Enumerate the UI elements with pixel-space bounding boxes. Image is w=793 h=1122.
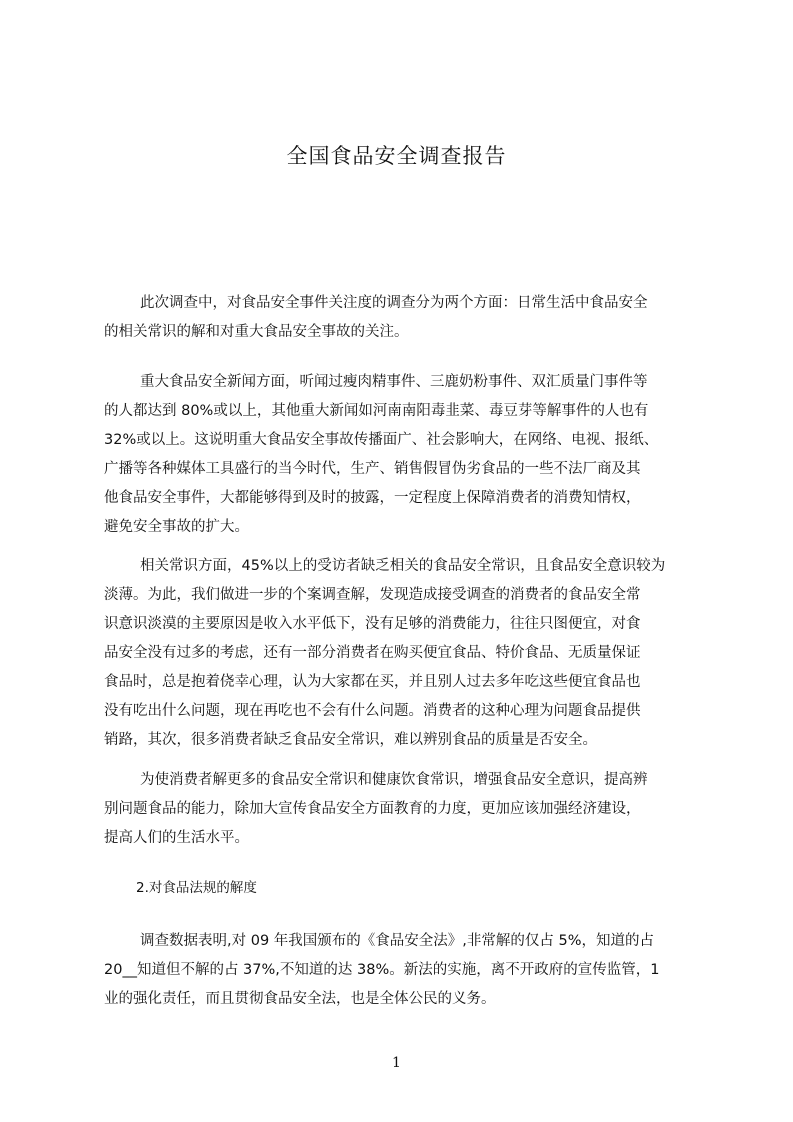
paragraph-law-awareness: [104, 927, 704, 1014]
paragraph-recommendation: [104, 766, 704, 853]
text-line: 相关常识方面，45%以上的受访者缺乏相关的食品安全常识，且食品安全意识较为: [140, 558, 666, 574]
paragraph-common-knowledge: [104, 552, 704, 755]
text-line: 此次调查中，对食品安全事件关注度的调查分为两个方面：日常生活中食品安全: [140, 295, 648, 311]
paragraph-major-news: [104, 368, 704, 542]
text-line: 别问题食品的能力，除加大宣传食品安全方面教育的力度，更加应该加强经济建设，: [104, 801, 641, 817]
text-line: 广播等各种媒体工具盛行的当今时代，生产、销售假冒伪劣食品的一些不法厂商及其: [104, 461, 641, 477]
text-line: 他食品安全事件，大都能够得到及时的披露，一定程度上保障消费者的消费知情权，: [104, 490, 641, 506]
text-line: 没有吃出什么问题，现在再吃也不会有什么问题。消费者的这种心理为问题食品提供: [104, 703, 641, 719]
text-line: 的人都达到 80%或以上，其他重大新闻如河南南阳毒韭菜、毒豆芽等解事件的人也有: [104, 403, 649, 419]
text-line: 为使消费者解更多的食品安全常识和健康饮食常识，增强食品安全意识，提高辨: [140, 772, 648, 788]
text-line: 销路，其次，很多消费者缺乏食品安全常识，难以辨别食品的质量是否安全。: [104, 732, 597, 748]
text-line: 20__知道但不解的占 37%,不知道的达 38%。新法的实施，离不开政府的宣传监管，1: [104, 962, 660, 978]
text-line: 业的强化责任，而且贯彻食品安全法，也是全体公民的义务。: [104, 991, 496, 1007]
text-line: 调查数据表明,对 09 年我国颁布的《食品安全法》,非常解的仅占 5%，知道的占: [140, 933, 654, 949]
text-line: 的相关常识的解和对重大食品安全事故的关注。: [104, 324, 409, 340]
text-line: 避免安全事故的扩大。: [104, 519, 249, 535]
text-line: 重大食品安全新闻方面，听闻过瘦肉精事件、三鹿奶粉事件、双汇质量门事件等: [140, 374, 648, 390]
section-heading: 2.对食品法规的解度: [136, 880, 257, 896]
text-line: 识意识淡漠的主要原因是收入水平低下，没有足够的消费能力，往往只图便宜，对食: [104, 616, 641, 632]
text-line: 食品时，总是抱着侥幸心理，认为大家都在买，并且别人过去多年吃这些便宜食品也: [104, 674, 641, 690]
paragraph-survey-intro: [104, 289, 704, 347]
text-line: 品安全没有过多的考虑，还有一部分消费者在购买便宜食品、特价食品、无质量保证: [104, 645, 641, 661]
document-title: 全国食品安全调查报告: [286, 144, 507, 168]
text-line: 32%或以上。这说明重大食品安全事故传播面广、社会影响大，在网络、电视、报纸、: [104, 432, 659, 448]
text-line: 提高人们的生活水平。: [104, 830, 249, 846]
page-number: 1: [392, 1055, 401, 1071]
text-line: 淡薄。为此，我们做进一步的个案调查解，发现造成接受调查的消费者的食品安全常: [104, 587, 641, 603]
